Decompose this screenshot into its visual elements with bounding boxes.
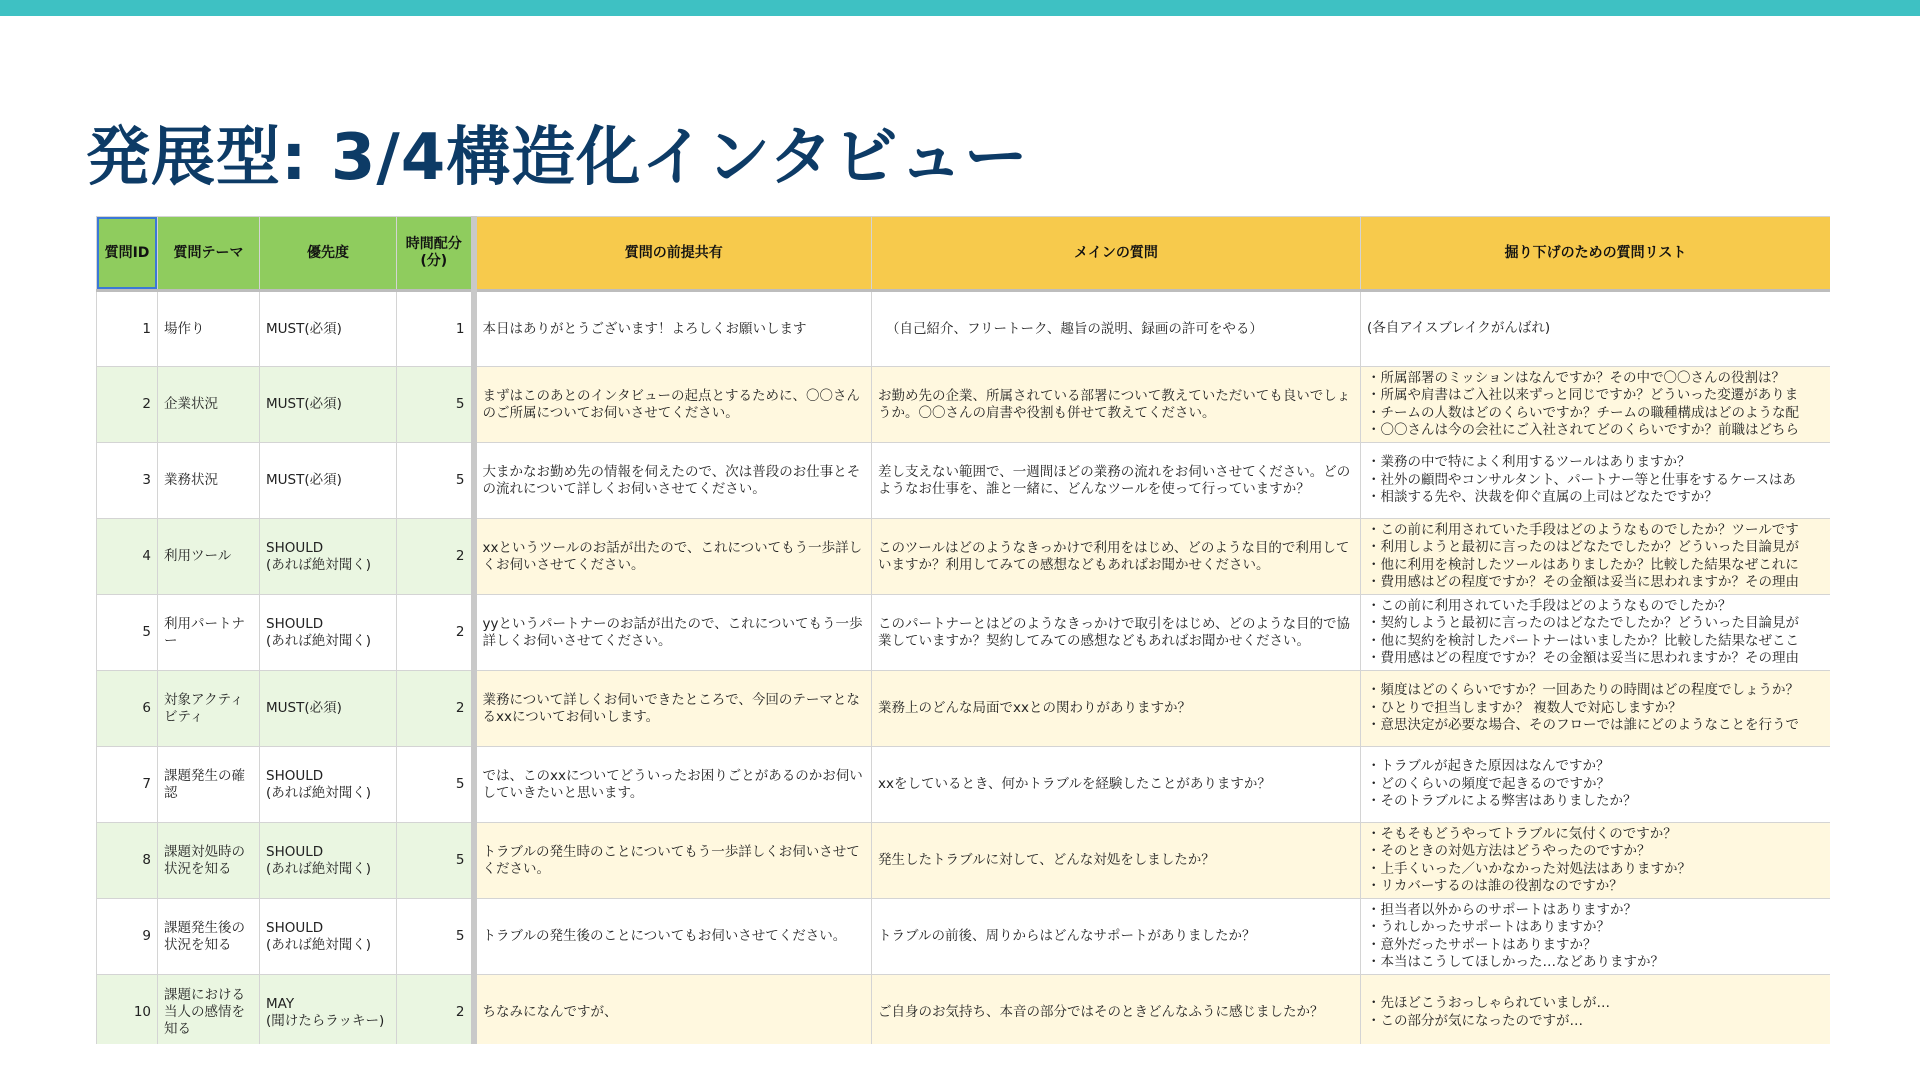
cell-time[interactable]: 5	[397, 899, 474, 975]
cell-question-id[interactable]: 4	[97, 519, 158, 595]
cell-question-id[interactable]: 7	[97, 747, 158, 823]
header-probes[interactable]: 掘り下げのための質問リスト	[1361, 217, 1831, 291]
header-id[interactable]: 質問ID	[97, 217, 158, 291]
cell-question-id[interactable]: 10	[97, 975, 158, 1045]
table-row	[97, 823, 1831, 899]
header-priority[interactable]: 優先度	[260, 217, 397, 291]
cell-premise[interactable]: ちなみになんですが、	[474, 975, 872, 1045]
cell-premise[interactable]: トラブルの発生後のことについてもお伺いさせてください。	[474, 899, 872, 975]
cell-main-question[interactable]: （自己紹介、フリートーク、趣旨の説明、録画の許可をやる）	[872, 291, 1361, 367]
cell-premise[interactable]: 本日はありがとうございます！よろしくお願いします	[474, 291, 872, 367]
cell-priority[interactable]: MUST(必須)	[260, 443, 397, 519]
cell-theme[interactable]: 場作り	[158, 291, 260, 367]
cell-question-id[interactable]: 2	[97, 367, 158, 443]
cell-priority[interactable]: MUST(必須)	[260, 671, 397, 747]
header-theme[interactable]: 質問テーマ	[158, 217, 260, 291]
table-row	[97, 975, 1831, 1045]
cell-time[interactable]: 1	[397, 291, 474, 367]
table-row	[97, 519, 1831, 595]
cell-time[interactable]: 2	[397, 671, 474, 747]
cell-probes[interactable]: ・そもそもどうやってトラブルに気付くのですか？ ・そのときの対処方法はどうやったのですか？ ・上手くいった／いかなかった対処法はありますか？ ・リカバーするのは誰の役割なのですか？	[1361, 823, 1831, 899]
cell-probes[interactable]: ・業務の中で特によく利用するツールはありますか？ ・社外の顧問やコンサルタント、パートナー等と仕事をするケースはあ ・相談する先や、決裁を仰ぐ直属の上司はどなたですか？	[1361, 443, 1831, 519]
cell-priority[interactable]: MAY (聞けたらラッキー)	[260, 975, 397, 1045]
cell-priority[interactable]: MUST(必須)	[260, 291, 397, 367]
cell-priority[interactable]: SHOULD (あれば絶対聞く)	[260, 899, 397, 975]
cell-probes[interactable]: ・担当者以外からのサポートはありますか？ ・うれしかったサポートはありますか？ ・意外だったサポートはありますか？ ・本当はこうしてほしかった…などありますか？	[1361, 899, 1831, 975]
cell-theme[interactable]: 課題における当人の感情を知る	[158, 975, 260, 1045]
header-row	[97, 217, 1831, 291]
cell-priority[interactable]: SHOULD (あれば絶対聞く)	[260, 823, 397, 899]
cell-premise[interactable]: では、このxxについてどういったお困りごとがあるのかお伺いしていきたいと思います。	[474, 747, 872, 823]
interview-spreadsheet	[96, 216, 1830, 1044]
cell-theme[interactable]: 課題発生後の状況を知る	[158, 899, 260, 975]
table-row	[97, 671, 1831, 747]
cell-probes[interactable]: (各自アイスブレイクがんばれ)	[1361, 291, 1831, 367]
cell-main-question[interactable]: 差し支えない範囲で、一週間ほどの業務の流れをお伺いさせてください。どのようなお仕事を、誰と一緒に、どんなツールを使って行っていますか？	[872, 443, 1361, 519]
cell-premise[interactable]: 大まかなお勤め先の情報を伺えたので、次は普段のお仕事とその流れについて詳しくお伺いさせてください。	[474, 443, 872, 519]
cell-theme[interactable]: 課題対処時の状況を知る	[158, 823, 260, 899]
cell-time[interactable]: 5	[397, 823, 474, 899]
header-main-question[interactable]: メインの質問	[872, 217, 1361, 291]
interview-table	[96, 216, 1830, 1044]
cell-time[interactable]: 2	[397, 519, 474, 595]
cell-probes[interactable]: ・先ほどこうおっしゃられていましが… ・この部分が気になったのですが…	[1361, 975, 1831, 1045]
top-accent-bar	[0, 0, 1920, 16]
cell-theme[interactable]: 業務状況	[158, 443, 260, 519]
cell-time[interactable]: 5	[397, 443, 474, 519]
cell-time[interactable]: 2	[397, 595, 474, 671]
cell-priority[interactable]: SHOULD (あれば絶対聞く)	[260, 519, 397, 595]
cell-main-question[interactable]: 業務上のどんな局面でxxとの関わりがありますか？	[872, 671, 1361, 747]
page-title: 発展型: 3/4構造化インタビュー	[86, 121, 1029, 195]
cell-premise[interactable]: 業務について詳しくお伺いできたところで、今回のテーマとなるxxについてお伺いします。	[474, 671, 872, 747]
cell-question-id[interactable]: 6	[97, 671, 158, 747]
header-time[interactable]: 時間配分 (分)	[397, 217, 474, 291]
cell-theme[interactable]: 対象アクティビティ	[158, 671, 260, 747]
table-row	[97, 443, 1831, 519]
cell-main-question[interactable]: ご自身のお気持ち、本音の部分ではそのときどんなふうに感じましたか？	[872, 975, 1361, 1045]
table-row	[97, 291, 1831, 367]
table-row	[97, 899, 1831, 975]
cell-theme[interactable]: 利用パートナー	[158, 595, 260, 671]
cell-probes[interactable]: ・トラブルが起きた原因はなんですか？ ・どのくらいの頻度で起きるのですか？ ・そのトラブルによる弊害はありましたか？	[1361, 747, 1831, 823]
cell-main-question[interactable]: このパートナーとはどのようなきっかけで取引をはじめ、どのような目的で協業していますか？契約してみての感想などもあればお聞かせください。	[872, 595, 1361, 671]
cell-main-question[interactable]: このツールはどのようなきっかけで利用をはじめ、どのような目的で利用していますか？利用してみての感想などもあればお聞かせください。	[872, 519, 1361, 595]
cell-priority[interactable]: MUST(必須)	[260, 367, 397, 443]
cell-priority[interactable]: SHOULD (あれば絶対聞く)	[260, 747, 397, 823]
cell-main-question[interactable]: xxをしているとき、何かトラブルを経験したことがありますか？	[872, 747, 1361, 823]
cell-priority[interactable]: SHOULD (あれば絶対聞く)	[260, 595, 397, 671]
cell-premise[interactable]: yyというパートナーのお話が出たので、これについてもう一歩詳しくお伺いさせてください。	[474, 595, 872, 671]
cell-time[interactable]: 5	[397, 367, 474, 443]
cell-question-id[interactable]: 8	[97, 823, 158, 899]
cell-probes[interactable]: ・頻度はどのくらいですか？一回あたりの時間はどの程度でしょうか？ ・ひとりで担当しますか？ 複数人で対応しますか？ ・意思決定が必要な場合、そのフローでは誰にどのようなことを行うで	[1361, 671, 1831, 747]
cell-premise[interactable]: まずはこのあとのインタビューの起点とするために、〇〇さんのご所属についてお伺いさせてください。	[474, 367, 872, 443]
cell-theme[interactable]: 課題発生の確認	[158, 747, 260, 823]
cell-time[interactable]: 2	[397, 975, 474, 1045]
cell-main-question[interactable]: お勤め先の企業、所属されている部署について教えていただいても良いでしょうか。〇〇さんの肩書や役割も併せて教えてください。	[872, 367, 1361, 443]
cell-probes[interactable]: ・この前に利用されていた手段はどのようなものでしたか？ ・契約しようと最初に言ったのはどなたでしたか？どういった目論見が ・他に契約を検討したパートナーはいましたか？比較した結果なぜここ ・費用感はどの程度ですか？その金額は妥当に思われますか？その理由	[1361, 595, 1831, 671]
table-row	[97, 747, 1831, 823]
cell-probes[interactable]: ・この前に利用されていた手段はどのようなものでしたか？ツールです ・利用しようと最初に言ったのはどなたでしたか？どういった目論見が ・他に利用を検討したツールはありましたか？比較した結果なぜこれに ・費用感はどの程度ですか？その金額は妥当に思われますか？その理由	[1361, 519, 1831, 595]
cell-question-id[interactable]: 9	[97, 899, 158, 975]
cell-question-id[interactable]: 5	[97, 595, 158, 671]
cell-premise[interactable]: xxというツールのお話が出たので、これについてもう一歩詳しくお伺いさせてください。	[474, 519, 872, 595]
table-row	[97, 367, 1831, 443]
table-row	[97, 595, 1831, 671]
cell-theme[interactable]: 企業状況	[158, 367, 260, 443]
cell-main-question[interactable]: トラブルの前後、周りからはどんなサポートがありましたか？	[872, 899, 1361, 975]
cell-question-id[interactable]: 1	[97, 291, 158, 367]
header-premise[interactable]: 質問の前提共有	[474, 217, 872, 291]
cell-premise[interactable]: トラブルの発生時のことについてもう一歩詳しくお伺いさせてください。	[474, 823, 872, 899]
cell-main-question[interactable]: 発生したトラブルに対して、どんな対処をしましたか？	[872, 823, 1361, 899]
cell-question-id[interactable]: 3	[97, 443, 158, 519]
cell-time[interactable]: 5	[397, 747, 474, 823]
cell-probes[interactable]: ・所属部署のミッションはなんですか？その中で〇〇さんの役割は？ ・所属や肩書はご入社以来ずっと同じですか？どういった変遷がありま ・チームの人数はどのくらいですか？チームの職種構成はどのような配 ・〇〇さんは今の会社にご入社されてどのくらいですか？前職はどちら	[1361, 367, 1831, 443]
cell-theme[interactable]: 利用ツール	[158, 519, 260, 595]
